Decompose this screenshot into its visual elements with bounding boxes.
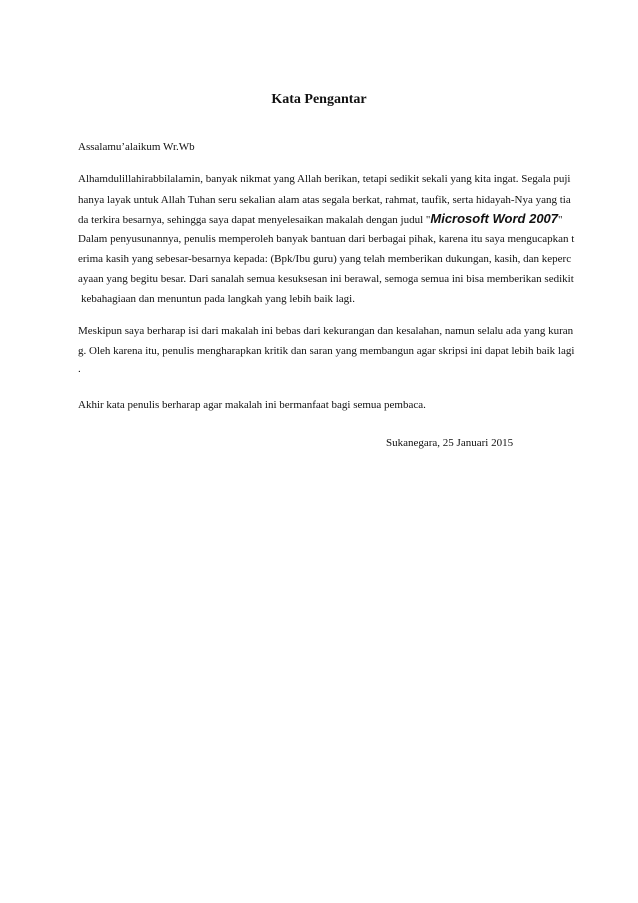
paragraph2-line2: g. Oleh karena itu, penulis mengharapkan kritik dan saran yang membangun agar skripsi ini dapat lebih baik lagi xyxy=(78,345,575,357)
place-date: Sukanegara, 25 Januari 2015 xyxy=(386,437,514,449)
paragraph1-line5: erima kasih yang sebesar-besarnya kepada: (Bpk/Ibu guru) yang telah memberikan dukungan, kasih, dan keperc xyxy=(78,253,572,265)
paragraph1-line1: Alhamdulillahirabbilalamin, banyak nikmat yang Allah berikan, tetapi sedikit sekali yang kita ingat. Segala puji xyxy=(78,173,571,185)
paragraph1-line3 xyxy=(78,212,561,227)
paragraph1-line4: Dalam penyusunannya, penulis memperoleh banyak bantuan dari berbagai pihak, karena itu saya mengucapkan t xyxy=(78,233,575,245)
paragraph3: Akhir kata penulis berharap agar makalah ini bermanfaat bagi semua pembaca. xyxy=(78,399,426,411)
paragraph2-line1: Meskipun saya berharap isi dari makalah ini bebas dari kekurangan dan kesalahan, namun selalu ada yang kuran xyxy=(78,325,574,337)
paragraph1-line2: hanya layak untuk Allah Tuhan seru sekalian alam atas segala berkat, rahmat, taufik, serta hidayah-Nya yang tia xyxy=(78,194,571,206)
closing-quote: " xyxy=(558,214,563,226)
paragraph1-line7: kebahagiaan dan menuntun pada langkah yang lebih baik lagi. xyxy=(81,293,355,305)
greeting-line: Assalamu’alaikum Wr.Wb xyxy=(78,141,195,153)
paragraph2-line3: . xyxy=(78,363,81,375)
paragraph1-line3-text: da terkira besarnya, sehingga saya dapat menyelesaikan makalah dengan judul " xyxy=(78,214,431,226)
paragraph1-line6: ayaan yang begitu besar. Dari sanalah semua kesuksesan ini berawal, semoga semua ini bisa memberikan sedikit xyxy=(78,273,574,285)
page-title: Kata Pengantar xyxy=(271,92,367,107)
document-title-reference: Microsoft Word 2007 xyxy=(430,211,559,226)
